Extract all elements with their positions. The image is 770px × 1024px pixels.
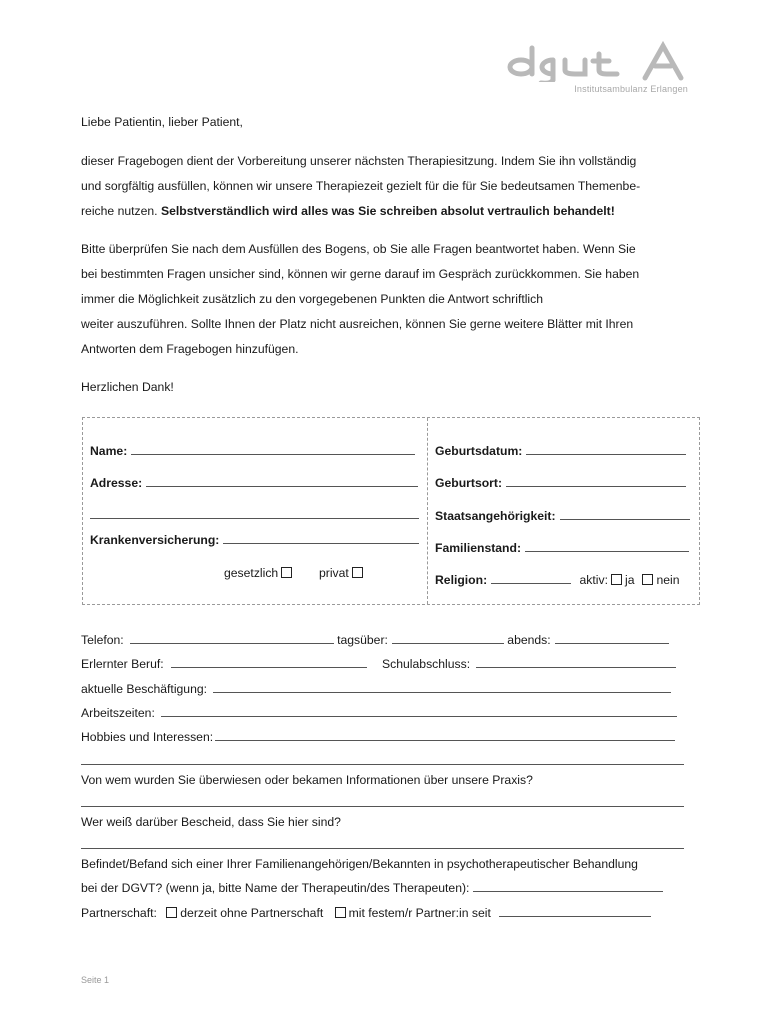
- knows-question: Wer weiß darüber Bescheid, dass Sie hier sind?: [81, 815, 341, 829]
- hobbies-blank[interactable]: [215, 730, 675, 741]
- birthplace-blank[interactable]: [506, 476, 686, 487]
- thanks-line: Herzlichen Dank!: [81, 380, 174, 394]
- working-hours-row: [81, 706, 677, 720]
- partner-since-blank[interactable]: [499, 906, 651, 917]
- statutory-label: gesetzlich: [224, 566, 279, 580]
- partnership-row: [81, 906, 651, 920]
- intro-paragraph-2-line-3: immer die Möglichkeit zusätzlich zu den vorgegebenen Punkten die Antwort schriftlich: [81, 292, 544, 306]
- private-label: privat: [319, 566, 349, 580]
- religion-active-no-checkbox[interactable]: [642, 574, 653, 585]
- insurance-field[interactable]: [90, 533, 419, 547]
- religion-active-yes-checkbox[interactable]: [611, 574, 622, 585]
- marital-status-label: Familienstand:: [435, 541, 522, 555]
- working-hours-blank[interactable]: [161, 706, 677, 717]
- name-blank[interactable]: [131, 444, 415, 455]
- insurance-blank[interactable]: [223, 533, 419, 544]
- religion-yes-label: ja: [624, 573, 635, 587]
- referral-answer-blank[interactable]: [81, 796, 684, 807]
- religion-label: Religion:: [435, 573, 488, 587]
- birthplace-label: Geburtsort:: [435, 476, 503, 490]
- religion-field[interactable]: [435, 573, 680, 587]
- no-partner-label: derzeit ohne Partnerschaft: [180, 906, 324, 920]
- birthplace-field[interactable]: [435, 476, 686, 490]
- box-divider: [427, 418, 428, 604]
- daytime-phone-blank[interactable]: [392, 633, 504, 644]
- marital-status-field[interactable]: [435, 541, 689, 555]
- birthdate-field[interactable]: [435, 444, 686, 458]
- name-field[interactable]: [90, 444, 415, 458]
- dgvt-logo: [505, 40, 690, 98]
- hobbies-line-2-blank[interactable]: [81, 754, 684, 765]
- phone-blank[interactable]: [130, 633, 334, 644]
- marital-status-blank[interactable]: [525, 541, 689, 552]
- birthdate-label: Geburtsdatum:: [435, 444, 523, 458]
- insurance-private-option[interactable]: [319, 566, 366, 580]
- evening-phone-blank[interactable]: [555, 633, 669, 644]
- phone-row: [81, 633, 669, 647]
- intro-paragraph-2-line-5: Antworten dem Fragebogen hinzufügen.: [81, 342, 299, 356]
- relatives-question-line-2: [81, 881, 663, 895]
- hobbies-row: [81, 730, 675, 744]
- statutory-checkbox[interactable]: [281, 567, 292, 578]
- nationality-label: Staatsangehörigkeit:: [435, 509, 556, 523]
- hobbies-label: Hobbies und Interessen:: [81, 730, 214, 744]
- page-number: Seite 1: [81, 975, 110, 985]
- with-partner-label: mit festem/r Partner:in seit: [348, 906, 491, 920]
- intro-text-plain: reiche nutzen.: [81, 204, 161, 218]
- occupation-blank[interactable]: [213, 682, 671, 693]
- logo-subtitle: Institutsambulanz Erlangen: [574, 84, 688, 94]
- private-checkbox[interactable]: [352, 567, 363, 578]
- birthdate-blank[interactable]: [526, 444, 686, 455]
- intro-paragraph-1-line-3: [81, 204, 615, 218]
- with-partner-checkbox[interactable]: [335, 907, 346, 918]
- referral-question: Von wem wurden Sie überwiesen oder bekamen Informationen über unsere Praxis?: [81, 773, 533, 787]
- profession-label: Erlernter Beruf:: [81, 657, 164, 671]
- school-label: Schulabschluss:: [382, 657, 471, 671]
- intro-paragraph-1-line-1: dieser Fragebogen dient der Vorbereitung unserer nächsten Therapiesitzung. Indem Sie ihn vollständig: [81, 154, 637, 168]
- partnership-label: Partnerschaft:: [81, 906, 157, 920]
- occupation-row: [81, 682, 671, 696]
- nationality-field[interactable]: [435, 509, 690, 523]
- intro-paragraph-1-line-2: und sorgfältig ausfüllen, können wir unsere Therapiezeit gezielt für die für Sie bedeutsamen Themenbe-: [81, 179, 641, 193]
- relatives-question-line-1: Befindet/Befand sich einer Ihrer Familienangehörigen/Bekannten in psychotherapeutischer Behandlung: [81, 857, 638, 871]
- therapist-name-blank[interactable]: [473, 881, 663, 892]
- insurance-label: Krankenversicherung:: [90, 533, 220, 547]
- relatives-question-text: bei der DGVT? (wenn ja, bitte Name der Therapeutin/des Therapeuten):: [81, 881, 470, 895]
- occupation-label: aktuelle Beschäftigung:: [81, 682, 208, 696]
- religion-no-label: nein: [656, 573, 680, 587]
- daytime-label: tagsüber:: [337, 633, 388, 647]
- intro-paragraph-2-line-1: Bitte überprüfen Sie nach dem Ausfüllen des Bogens, ob Sie alle Fragen beantwortet haben. Wenn Sie: [81, 242, 636, 256]
- profession-blank[interactable]: [171, 657, 367, 668]
- address-field[interactable]: [90, 476, 418, 490]
- nationality-blank[interactable]: [560, 509, 690, 520]
- insurance-statutory-option[interactable]: [224, 566, 295, 580]
- school-blank[interactable]: [476, 657, 676, 668]
- phone-label: Telefon:: [81, 633, 124, 647]
- confidentiality-notice: Selbstverständlich wird alles was Sie schreiben absolut vertraulich behandelt!: [160, 204, 615, 218]
- address-line-2-field[interactable]: [90, 508, 419, 522]
- intro-paragraph-2-line-2: bei bestimmten Fragen unsicher sind, können wir gerne darauf im Gespräch zurückkommen. Sie haben: [81, 267, 640, 281]
- no-partner-checkbox[interactable]: [166, 907, 177, 918]
- personal-data-box: [82, 417, 700, 605]
- profession-row: [81, 657, 676, 671]
- dgvt-logo-graphic: [505, 40, 690, 82]
- salutation: Liebe Patientin, lieber Patient,: [81, 115, 243, 129]
- knows-answer-blank[interactable]: [81, 838, 684, 849]
- address-blank[interactable]: [146, 476, 418, 487]
- knows-answer-line: [81, 838, 684, 852]
- evening-label: abends:: [507, 633, 551, 647]
- working-hours-label: Arbeitszeiten:: [81, 706, 155, 720]
- name-label: Name:: [90, 444, 128, 458]
- referral-answer-line: [81, 796, 684, 810]
- intro-paragraph-2-line-4: weiter auszuführen. Sollte Ihnen der Platz nicht ausreichen, können Sie gerne weitere Blätter mit Ihren: [81, 317, 634, 331]
- address-label: Adresse:: [90, 476, 143, 490]
- religion-blank[interactable]: [491, 573, 571, 584]
- hobbies-line-2: [81, 754, 684, 768]
- religion-active-label: aktiv:: [579, 573, 608, 587]
- address-line-2-blank[interactable]: [90, 508, 419, 519]
